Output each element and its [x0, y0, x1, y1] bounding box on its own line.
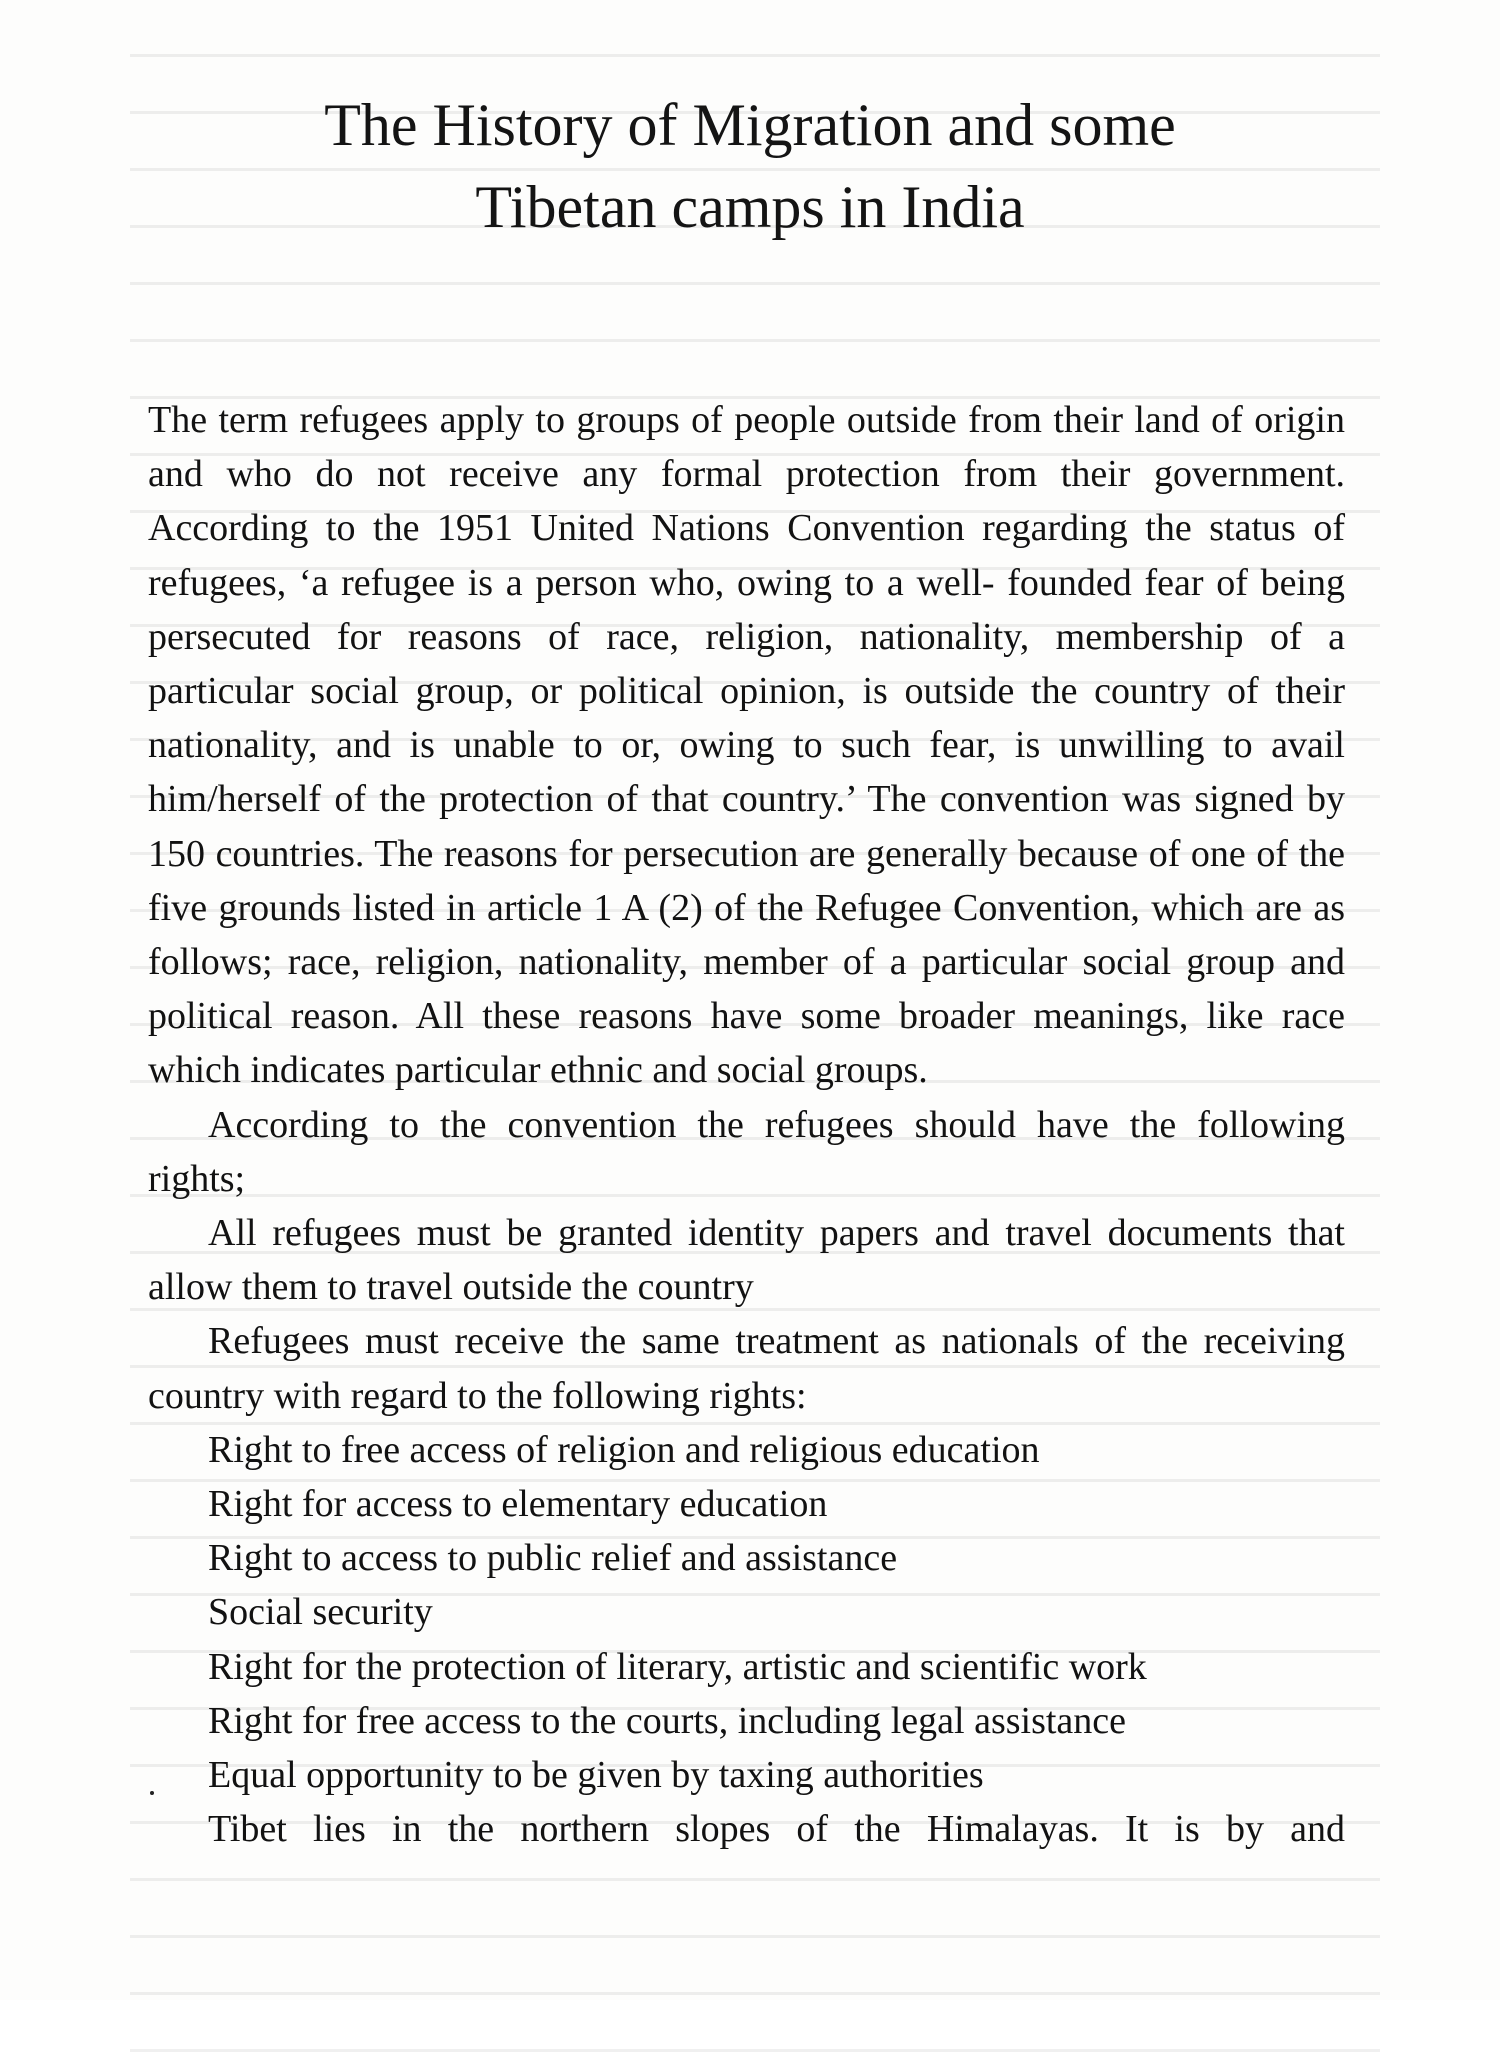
rights-list-item: Equal opportunity to be given by taxing authorities — [208, 1754, 984, 1797]
paragraph-tibet-intro: Tibet lies in the northern slopes of the Himalayas. It is by and — [208, 1808, 1345, 1851]
rights-list-item: Right to free access of religion and religious education — [208, 1428, 1040, 1471]
rights-list-item: Right for the protection of literary, artistic and scientific work — [208, 1645, 1147, 1688]
chapter-title-line-2: Tibetan camps in India — [475, 174, 1025, 240]
paragraph-refugee-definition: The term refugees apply to groups of people outside from their land of origin and who do not receive any formal protection from their government. According to the 1951 United Nations Convention regarding the status of refugees, ‘a refugee is a person who, owing to a well- founded fear of being persecuted for reasons of race, religion, nationality, membership of a particular social group, or political opinion, is outside the country of their nationality, and is unable to or, owing to such fear, is unwilling to avail him/herself of the protection of that country.’ The convention was signed by 150 countries. The reasons for persecution are generally because of one of the five grounds listed in article 1 A (2) of the Refugee Convention, which are as follows; race, religion, nationality, member of a particular social group and political reason. All these reasons have some broader meanings, like race which indicates particular ethnic and social groups. — [148, 399, 1345, 1092]
stray-ink-dot — [150, 1791, 154, 1795]
chapter-title — [0, 84, 1500, 248]
paragraph-rights-intro: According to the convention the refugees should have the following rights; — [148, 1103, 1345, 1200]
rights-list-item: Right for access to elementary education — [208, 1483, 828, 1526]
paragraph-identity-papers: All refugees must be granted identity papers and travel documents that allow them to travel outside the country — [148, 1212, 1345, 1309]
rights-list — [148, 1423, 1345, 1802]
body-text — [148, 393, 1345, 1856]
chapter-title-line-1: The History of Migration and some — [324, 92, 1176, 158]
rights-list-item: Right for free access to the courts, including legal assistance — [208, 1699, 1127, 1742]
rights-list-item: Social security — [208, 1591, 433, 1634]
paragraph-equal-treatment: Refugees must receive the same treatment as nationals of the receiving country with regard to the following rights: — [148, 1320, 1345, 1417]
rights-list-item: Right to access to public relief and assistance — [208, 1537, 898, 1580]
